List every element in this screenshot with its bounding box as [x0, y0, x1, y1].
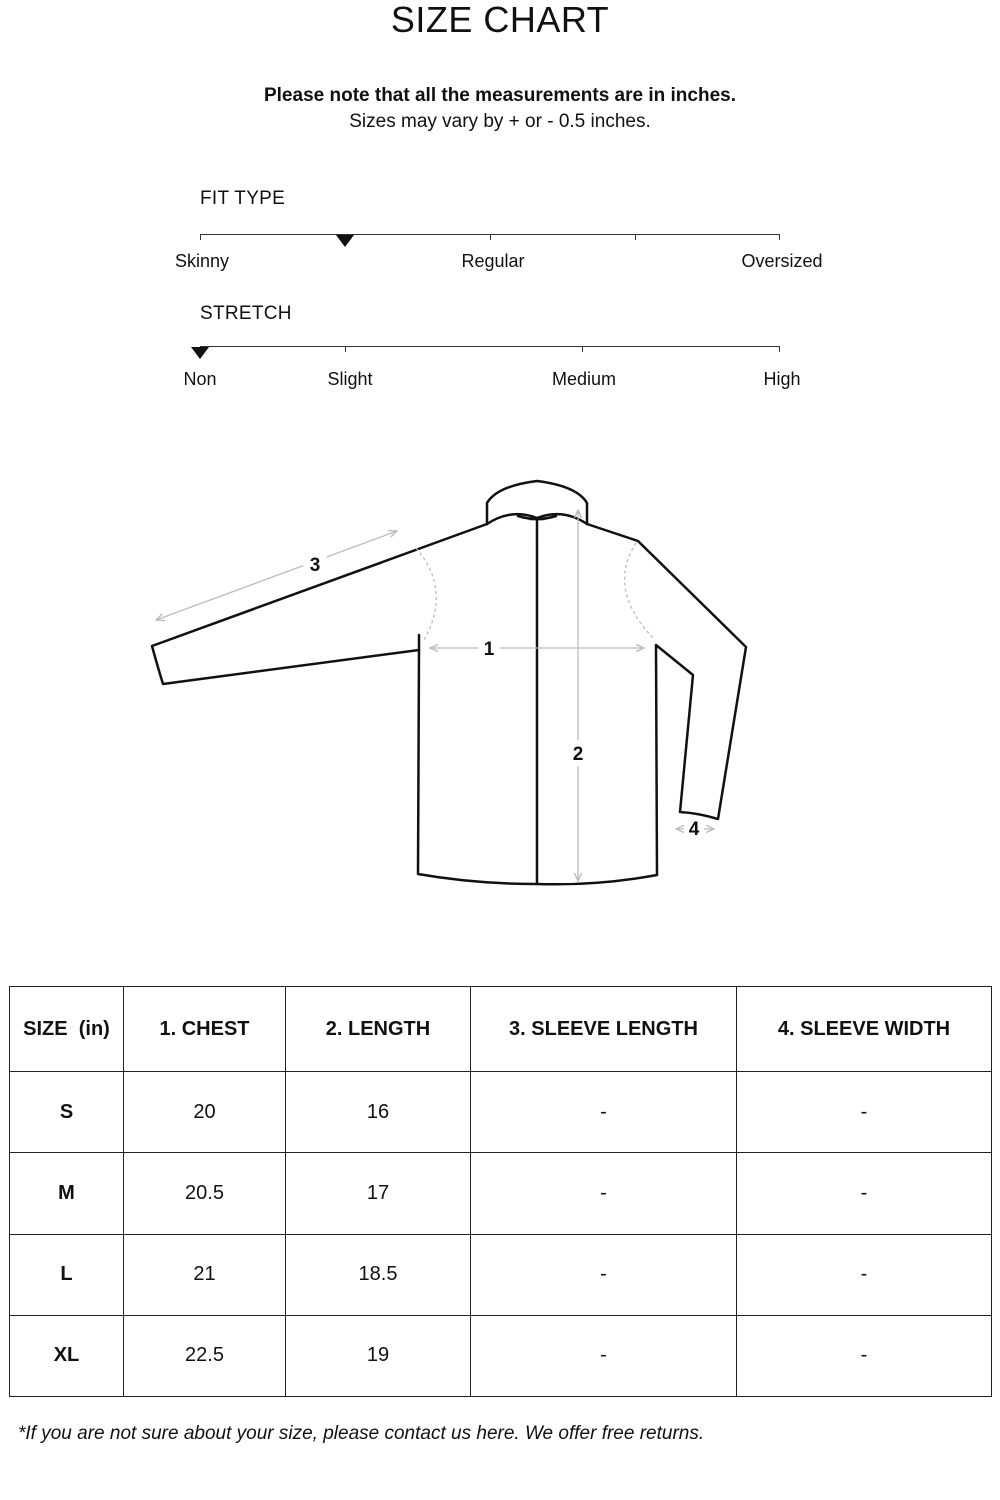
fit-type-tick — [635, 234, 636, 240]
fit-type-tick — [200, 234, 201, 240]
fit-type-tick-label-skinny: Skinny — [174, 251, 230, 271]
stretch-tick-label-medium: Medium — [551, 369, 617, 389]
sleeve-length-dimension-arrow — [156, 531, 397, 620]
length-cell: 19 — [286, 1315, 471, 1396]
stretch-tick-label-non: Non — [183, 369, 217, 389]
fit-type-tick — [490, 234, 491, 240]
header-chest: 1. CHEST — [124, 987, 286, 1072]
table-row — [10, 1315, 992, 1396]
sleeve-length-cell: - — [471, 1315, 737, 1396]
stretch-scale-line — [200, 346, 780, 347]
stretch-tick — [345, 346, 346, 352]
table-row — [10, 1072, 992, 1153]
fit-type-tick — [779, 234, 780, 240]
chest-dimension-label: 1 — [483, 639, 495, 660]
sleeve-length-cell: - — [471, 1234, 737, 1315]
chest-cell: 20.5 — [124, 1153, 286, 1234]
sleeve-length-dimension-label: 3 — [309, 555, 321, 576]
length-dimension-label: 2 — [572, 744, 584, 765]
stretch-label: STRETCH — [200, 303, 292, 324]
length-cell: 17 — [286, 1153, 471, 1234]
header-size: SIZE (in) — [10, 987, 124, 1072]
measurement-note: Please note that all the measurements are in inches. — [263, 85, 736, 106]
size-cell: XL — [10, 1315, 124, 1396]
sleeve-width-cell: - — [737, 1153, 992, 1234]
table-row — [10, 1153, 992, 1234]
fit-type-marker-icon — [336, 235, 354, 247]
size-cell: L — [10, 1234, 124, 1315]
header-sleeve-width: 4. SLEEVE WIDTH — [737, 987, 992, 1072]
variance-note: Sizes may vary by + or - 0.5 inches. — [349, 111, 651, 132]
size-cell: S — [10, 1072, 124, 1153]
chest-cell: 21 — [124, 1234, 286, 1315]
stretch-tick — [779, 346, 780, 352]
table-row — [10, 1234, 992, 1315]
fit-type-label: FIT TYPE — [200, 188, 286, 209]
sleeve-width-dimension-label: 4 — [688, 819, 700, 840]
length-cell: 16 — [286, 1072, 471, 1153]
footnote: *If you are not sure about your size, please contact us here. We offer free returns. — [18, 1423, 705, 1444]
jacket-outline-icon — [152, 481, 746, 884]
sleeve-length-cell: - — [471, 1153, 737, 1234]
fit-type-tick-label-regular: Regular — [461, 251, 525, 271]
chest-cell: 20 — [124, 1072, 286, 1153]
fit-type-tick-label-oversized: Oversized — [741, 251, 823, 271]
sleeve-width-cell: - — [737, 1072, 992, 1153]
sleeve-width-cell: - — [737, 1315, 992, 1396]
stretch-marker-icon — [191, 347, 209, 359]
header-sleeve-length: 3. SLEEVE LENGTH — [471, 987, 737, 1072]
length-cell: 18.5 — [286, 1234, 471, 1315]
stretch-tick-label-slight: Slight — [327, 369, 373, 389]
header-length: 2. LENGTH — [286, 987, 471, 1072]
right-armhole-guide — [625, 543, 655, 640]
left-armhole-guide — [416, 548, 436, 640]
size-table — [9, 986, 992, 1397]
sleeve-width-cell: - — [737, 1234, 992, 1315]
chest-cell: 22.5 — [124, 1315, 286, 1396]
stretch-tick — [582, 346, 583, 352]
stretch-tick-label-high: High — [763, 369, 801, 389]
size-cell: M — [10, 1153, 124, 1234]
page-title: SIZE CHART — [390, 0, 610, 40]
sleeve-length-cell: - — [471, 1072, 737, 1153]
jacket-diagram — [0, 440, 1000, 900]
table-header-row — [10, 987, 992, 1072]
